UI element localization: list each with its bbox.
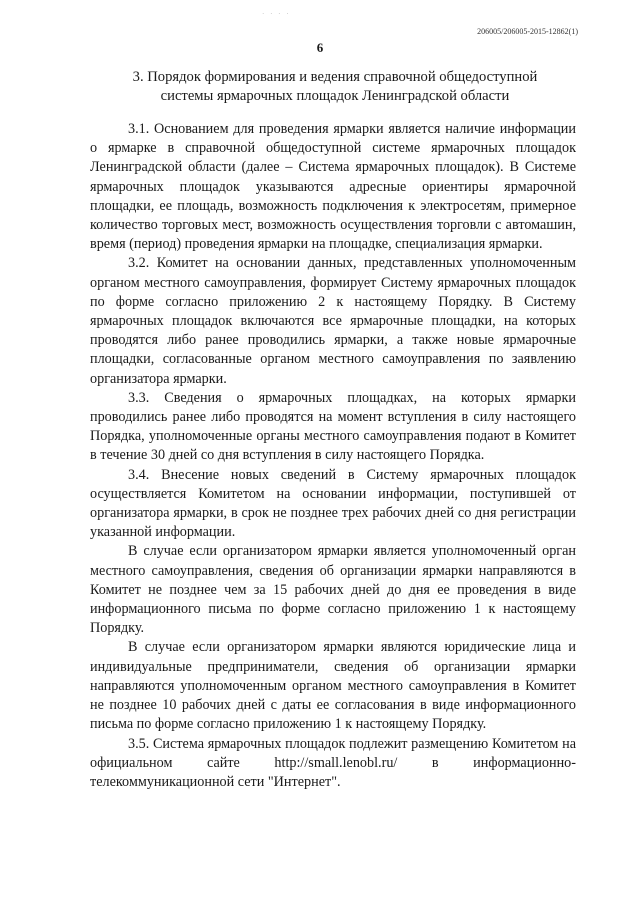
section-title-line-1: 3. Порядок формирования и ведения справочной общедоступной bbox=[132, 69, 538, 85]
scan-mark: · · · · bbox=[262, 10, 291, 18]
section-title-line-2: системы ярмарочных площадок Ленинградской области bbox=[160, 88, 510, 104]
paragraph-3-5: 3.5. Система ярмарочных площадок подлежит размещению Комитетом на официальном сайте http://small.lenobl.ru/ в информационно-телекоммуникационной сети "Интернет". bbox=[90, 735, 576, 790]
paragraph-3-2: 3.2. Комитет на основании данных, представленных уполномоченным органом местного самоуправления, формирует Систему ярмарочных площадок по форме согласно приложению 2 к настоящему Порядку. В Систему ярмарочных площадок включаются все ярмарочные площадки, на которых проводятся либо ранее проводились ярмарки, а также новые ярмарочные площадки, согласованные органом местного самоуправления по заявлению организатора ярмарки. bbox=[90, 255, 576, 387]
document-id: 206005/206005-2015-12862(1) bbox=[477, 27, 578, 36]
section-title bbox=[90, 68, 580, 106]
paragraph-3-4: 3.4. Внесение новых сведений в Систему ярмарочных площадок осуществляется Комитетом на основании информации, поступившей от организатора ярмарки, в срок не позднее трех рабочих дней со дня регистрации указанной информации. bbox=[90, 466, 576, 541]
paragraph-3-4-case-municipal: В случае если организатором ярмарки является уполномоченный орган местного самоуправления, сведения об организации ярмарки направляются в Комитет не позднее чем за 15 рабочих дней до дня ее проведения в виде информационного письма по форме согласно приложению 1 к настоящему Порядку. bbox=[90, 543, 576, 637]
page-number: 6 bbox=[316, 40, 324, 55]
body-text bbox=[90, 120, 576, 792]
paragraph-3-3: 3.3. Сведения о ярмарочных площадках, на которых ярмарки проводились ранее либо проводятся на момент вступления в силу настоящего Порядка, уполномоченные органы местного самоуправления подают в Комитет в течение 30 дней со дня вступления в силу настоящего Порядка. bbox=[90, 389, 576, 464]
paragraph-3-4-case-legal-entities: В случае если организатором ярмарки являются юридические лица и индивидуальные предприниматели, сведения об организации ярмарки направляются уполномоченным органом местного самоуправления в Комитет не позднее 10 рабочих дней с даты ее согласования в виде информационного письма по форме согласно приложению 1 к настоящему Порядку. bbox=[90, 639, 576, 733]
paragraph-3-1: 3.1. Основанием для проведения ярмарки является наличие информации о ярмарке в справочной общедоступной системе ярмарочных площадок Ленинградской области (далее – Система ярмарочных площадок). В Системе ярмарочных площадок указываются адресные ориентиры ярмарочной площадки, ее площадь, возможность подключения к электросетям, примерное количество торговых мест, возможность осуществления торговли с автомашин, время (период) проведения ярмарки на площадке, специализация ярмарки. bbox=[90, 121, 576, 253]
